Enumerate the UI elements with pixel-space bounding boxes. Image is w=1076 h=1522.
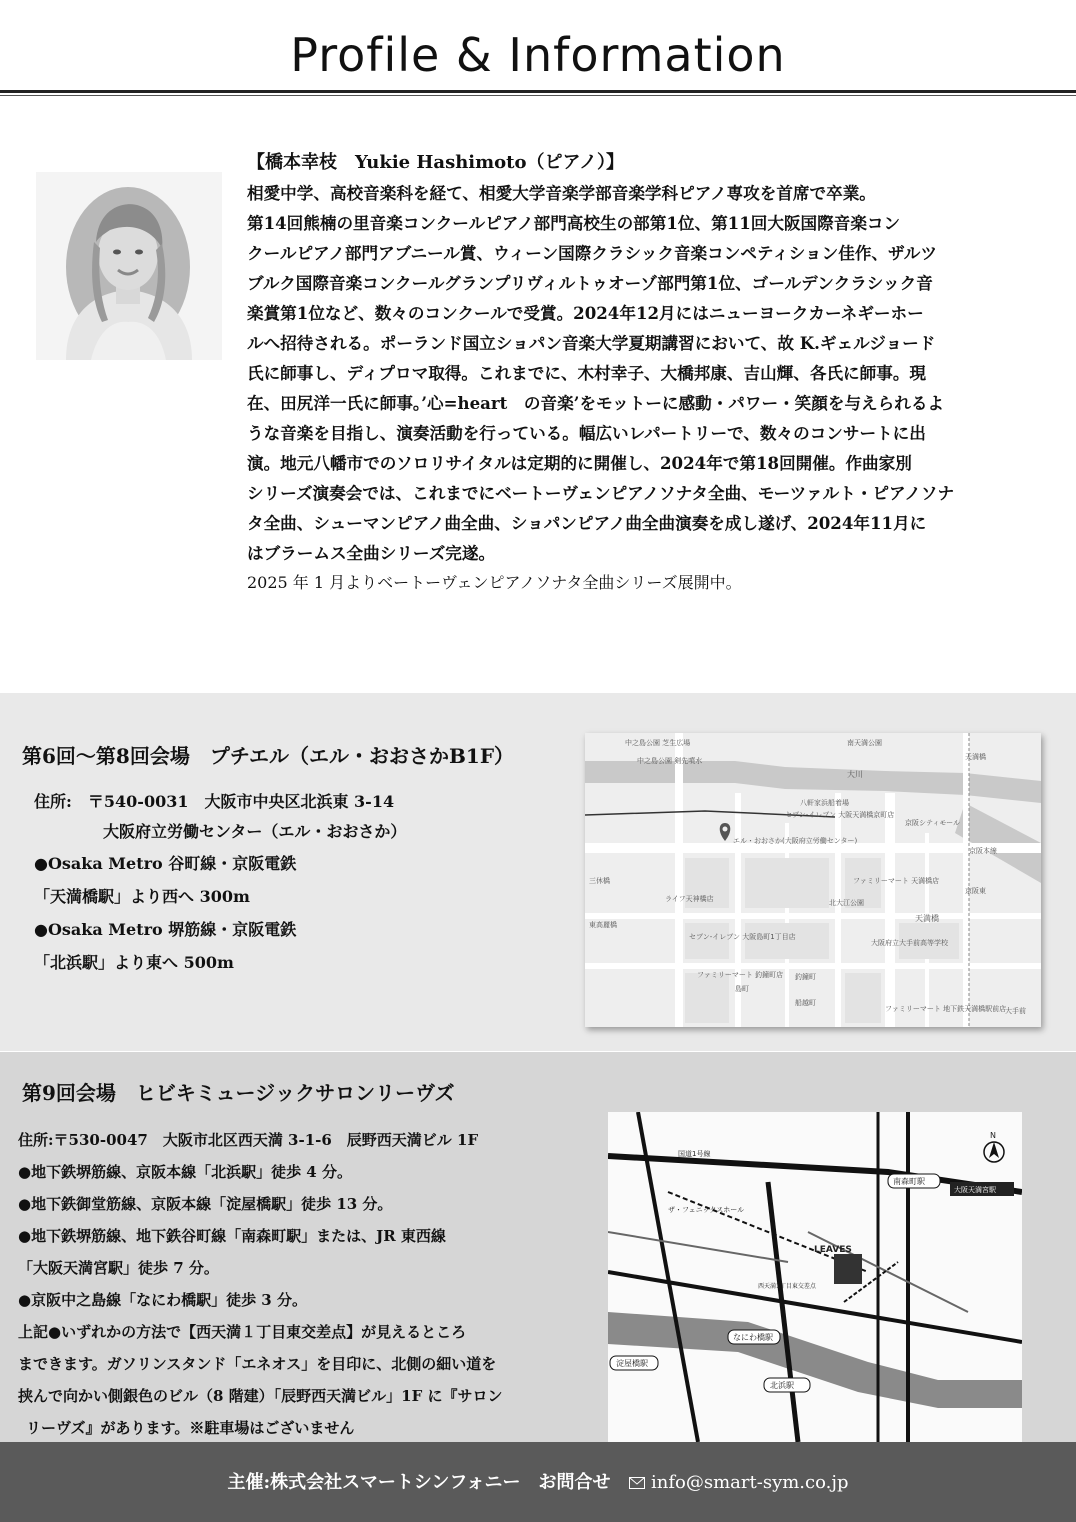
profile-line: クールピアノ部門アブニール賞、ウィーン国際クラシック音楽コンペティション佳作、ザルツ	[247, 243, 937, 263]
landmark-label: ザ・フェニックスホール	[668, 1206, 745, 1214]
profile-line: 演。地元八幡市でのソロリサイタルは定期的に開催し、2024年で第18回開催。作曲家別	[247, 453, 912, 473]
venue1-address: 住所: 〒540-0031 大阪市中央区北浜東 3-14	[34, 792, 395, 811]
map-label: 大阪府立大手前高等学校	[871, 939, 948, 947]
crossing-label: 西天満1丁目東交差点	[758, 1283, 816, 1290]
footer-contact	[0, 1468, 1076, 1494]
map-label: 中之島公園 剣先噴水	[637, 757, 703, 765]
map-label: 南天満公園	[847, 739, 882, 747]
venue2-access-line: ●地下鉄御堂筋線、京阪本線「淀屋橋駅」徒歩 13 分。	[18, 1195, 393, 1213]
venue1-building: 大阪府立労働センター（エル・おおさか）	[103, 822, 407, 841]
map-label: 島町	[735, 985, 749, 993]
venue2-map	[608, 1112, 1022, 1442]
station-label: 淀屋橋駅	[616, 1359, 648, 1368]
map-label: 三休橋	[589, 877, 610, 885]
map-label: 八軒家浜船着場	[800, 799, 849, 807]
venue2-address: 住所:〒530-0047 大阪市北区西天満 3-1-6 辰野西天満ビル 1F	[18, 1131, 479, 1149]
venue2-direction-line: まできます。ガソリンスタンド「エネオス」を目印に、北側の細い道を	[18, 1355, 497, 1373]
page-title: Profile & Information	[290, 28, 786, 82]
north-label: N	[990, 1131, 996, 1140]
map-label: 大川	[847, 770, 863, 779]
venue1-section	[0, 693, 1076, 1051]
station-label: 北浜駅	[770, 1381, 794, 1390]
venue2-direction-line: 上記●いずれかの方法で【西天満１丁目東交差点】が見えるところ	[18, 1323, 467, 1341]
map-label: 大手前	[1005, 1007, 1026, 1015]
venue1-map	[585, 733, 1041, 1027]
venue2-access-line: ●地下鉄堺筋線、京阪本線「北浜駅」徒歩 4 分。	[18, 1163, 352, 1181]
map-label: 中之島公園 芝生広場	[625, 739, 691, 747]
profile-line: 相愛中学、高校音楽科を経て、相愛大学音楽学部音楽学科ピアノ専攻を首席で卒業。	[247, 183, 876, 203]
map-label: ファミリーマート 天満橋店	[853, 877, 940, 885]
venue1-access-line: 「天満橋駅」より西へ 300m	[34, 887, 250, 906]
venue1-heading: 第6回～第8回会場 プチエル（エル・おおさかB1F）	[22, 744, 515, 768]
profile-line: はブラームス全曲シリーズ完遂。	[247, 543, 496, 563]
venue2-direction-line: リーヴズ』があります。※駐車場はございません	[26, 1419, 355, 1437]
map-label: 天満橋	[965, 753, 986, 761]
profile-line: タ全曲、シューマンピアノ曲全曲、ショパンピアノ曲全曲演奏を成し遂げ、2024年11月に	[247, 513, 927, 533]
venue1-access-line: 「北浜駅」より東へ 500m	[34, 953, 234, 972]
station-label: なにわ橋駅	[733, 1333, 773, 1342]
map-label: セブン-イレブン 大阪天満橋京町店	[785, 811, 895, 819]
venue2-access-line: 「大阪天満宮駅」徒歩 7 分。	[18, 1259, 219, 1277]
venue1-access-line: ●Osaka Metro 谷町線・京阪電鉄	[34, 854, 297, 873]
profile-section	[247, 148, 1053, 598]
map-label: ライフ天神橋店	[665, 895, 714, 903]
map-label: 東高麗橋	[589, 921, 617, 929]
profile-last-line: 2025 年 1 月よりベートーヴェンピアノソナタ全曲シリーズ展開中。	[247, 573, 742, 592]
profile-line: うな音楽を目指し、演奏活動を行っている。幅広いレパートリーで、数々のコンサートに出	[247, 423, 926, 443]
mail-icon	[629, 1473, 645, 1494]
map-label: 京阪東	[965, 887, 986, 895]
profile-line: シリーズ演奏会では、これまでにベートーヴェンピアノソナタ全曲、モーツァルト・ピアノソナ	[247, 483, 955, 503]
station-label: 大阪天満宮駅	[954, 1186, 996, 1194]
profile-line: 楽賞第1位など、数々のコンクールで受賞。2024年12月にはニューヨークカーネギーホー	[247, 303, 924, 323]
map-label: 船越町	[795, 999, 816, 1007]
venue2-access-line: ●地下鉄堺筋線、地下鉄谷町線「南森町駅」または、JR 東西線	[18, 1227, 446, 1245]
organizer-text: 主催:株式会社スマートシンフォニー お問合せ	[227, 1472, 611, 1493]
leaves-label: LEAVES	[814, 1245, 852, 1255]
map-label: 釣鐘町	[795, 973, 816, 981]
station-label: 南森町駅	[893, 1177, 925, 1186]
email-link[interactable]: info@smart-sym.co.jp	[651, 1472, 849, 1493]
venue2-section	[0, 1052, 1076, 1442]
map-label: 北大江公園	[829, 899, 864, 907]
map-label: ファミリーマート 地下鉄天満橋駅前店	[885, 1005, 1007, 1013]
map-label: 京阪本線	[969, 847, 997, 855]
venue2-heading: 第9回会場 ヒビキミュージックサロンリーヴズ	[22, 1081, 455, 1105]
venue1-access-line: ●Osaka Metro 堺筋線・京阪電鉄	[34, 920, 297, 939]
profile-line: 在、田尻洋一氏に師事。’心=heart の音楽’をモットーに感動・パワー・笑顔を与えられるよ	[247, 393, 945, 413]
map-label: エル・おおさか(大阪府立労働センター)	[733, 837, 858, 845]
profile-line: 第14回熊楠の里音楽コンクールピアノ部門高校生の部第1位、第11回大阪国際音楽コン	[247, 213, 901, 233]
map-label: 京阪シティモール	[905, 819, 961, 827]
profile-line: 氏に師事し、ディプロマ取得。これまでに、木村幸子、大橋邦康、吉山輝、各氏に師事。現	[247, 363, 927, 383]
title-divider	[0, 90, 1076, 93]
road-label: 国道1号線	[678, 1150, 711, 1158]
profile-line: ブルク国際音楽コンクールグランプリヴィルトゥオーゾ部門第1位、ゴールデンクラシック音	[247, 273, 933, 293]
profile-line: ルへ招待される。ポーランド国立ショパン音楽大学夏期講習において、故 K.ギェルジョード	[247, 333, 936, 353]
map-label: 天満橋	[915, 914, 939, 923]
venue2-access-line: ●京阪中之島線「なにわ橋駅」徒歩 3 分。	[18, 1291, 307, 1309]
title-divider-thin	[0, 95, 1076, 96]
profile-photo	[36, 172, 222, 360]
map-label: ファミリーマート 釣鐘町店	[697, 971, 784, 979]
profile-heading: 【橋本幸枝 Yukie Hashimoto（ピアノ）】	[247, 152, 625, 173]
footer-bar	[0, 1442, 1076, 1522]
map-label: セブン-イレブン 大阪島町1丁目店	[689, 933, 796, 941]
venue2-direction-line: 挟んで向かい側銀色のビル（8 階建）「辰野西天満ビル」1F に『サロン	[18, 1387, 503, 1405]
